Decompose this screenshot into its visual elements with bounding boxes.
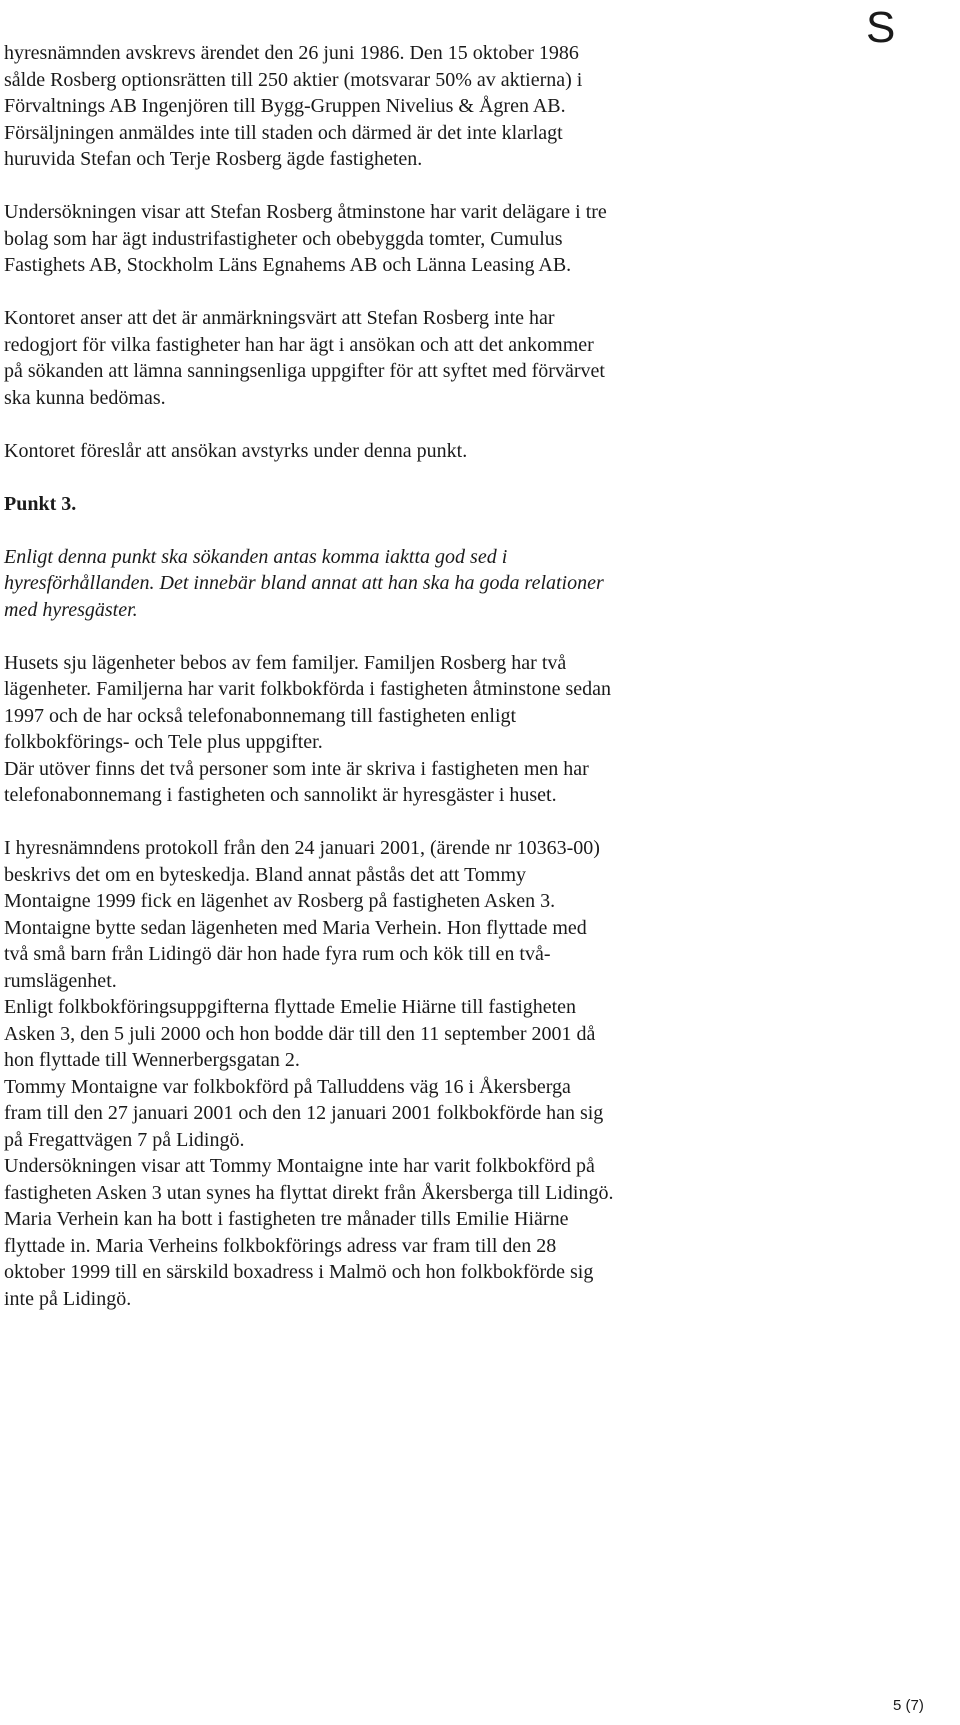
- text-line: Montaigne 1999 fick en lägenhet av Rosberg på fastigheten Asken 3.: [4, 890, 556, 912]
- paragraph: [4, 199, 844, 279]
- paragraph-gap: [4, 517, 844, 544]
- text-line: I hyresnämndens protokoll från den 24 januari 2001, (ärende nr 10363-00): [4, 837, 600, 859]
- paragraph: [4, 650, 844, 809]
- text-line: hon flyttade till Wennerbergsgatan 2.: [4, 1049, 300, 1071]
- text-line: Där utöver finns det två personer som inte är skriva i fastigheten men har: [4, 757, 589, 780]
- paragraph: [4, 40, 844, 173]
- paragraph-gap: [4, 411, 844, 438]
- text-line: Undersökningen visar att Tommy Montaigne inte har varit folkbokförd på: [4, 1155, 595, 1177]
- text-line: Tommy Montaigne var folkbokförd på Talluddens väg 16 i Åkersberga: [4, 1075, 571, 1098]
- text-line: Kontoret föreslår att ansökan avstyrks under denna punkt.: [4, 439, 468, 462]
- text-line: inte på Lidingö.: [4, 1287, 132, 1310]
- text-line: på sökanden att lämna sanningsenliga uppgifter för att syftet med förvärvet: [4, 360, 605, 382]
- text-line: folkbokförings- och Tele plus uppgifter.: [4, 731, 323, 753]
- text-line: hyresförhållanden. Det innebär bland annat att han ska ha goda relationer: [4, 572, 604, 594]
- paragraph: [4, 305, 844, 411]
- corner-mark: S: [866, 3, 896, 52]
- text-line: sålde Rosberg optionsrätten till 250 aktier (motsvarar 50% av aktierna) i: [4, 68, 583, 91]
- page-number: 5 (7): [893, 1697, 924, 1714]
- text-line: på Fregattvägen 7 på Lidingö.: [4, 1128, 245, 1151]
- paragraph: [4, 438, 844, 465]
- text-line: två små barn från Lidingö där hon hade fyra rum och kök till en två-: [4, 943, 551, 965]
- paragraph: [4, 835, 844, 1312]
- text-line: bolag som har ägt industrifastigheter och obebyggda tomter, Cumulus: [4, 227, 563, 250]
- paragraph-gap: [4, 173, 844, 200]
- text-line: telefonabonnemang i fastigheten och sannolikt är hyresgäster i huset.: [4, 784, 557, 806]
- text-line: rumslägenhet.: [4, 969, 117, 992]
- text-line: Kontoret anser att det är anmärkningsvärt att Stefan Rosberg inte har: [4, 307, 555, 329]
- text-line: fastigheten Asken 3 utan synes ha flyttat direkt från Åkersberga till Lidingö.: [4, 1181, 614, 1204]
- paragraph-gap: [4, 623, 844, 650]
- text-line: beskrivs det om en byteskedja. Bland annat påstås det att Tommy: [4, 863, 527, 886]
- text-line: med hyresgäster.: [4, 598, 138, 621]
- paragraph-gap: [4, 464, 844, 491]
- text-line: Försäljningen anmäldes inte till staden och därmed är det inte klarlagt: [4, 121, 563, 144]
- text-line: Maria Verhein kan ha bott i fastigheten tre månader tills Emilie Hiärne: [4, 1208, 569, 1230]
- text-line: Förvaltnings AB Ingenjören till Bygg-Gruppen Nivelius & Ågren AB.: [4, 95, 566, 117]
- text-line: redogjort för vilka fastigheter han har ägt i ansökan och att det ankommer: [4, 333, 594, 356]
- paragraph-gap: [4, 809, 844, 836]
- text-line: Asken 3, den 5 juli 2000 och hon bodde där till den 11 september 2001 då: [4, 1022, 596, 1045]
- text-line: Enligt denna punkt ska sökanden antas komma iaktta god sed i: [4, 545, 508, 568]
- text-line: Enligt folkbokföringsuppgifterna flyttade Emelie Hiärne till fastigheten: [4, 996, 577, 1018]
- document-body: [4, 40, 844, 1312]
- text-line: huruvida Stefan och Terje Rosberg ägde fastigheten.: [4, 148, 423, 170]
- text-line: lägenheter. Familjerna har varit folkbokförda i fastigheten åtminstone sedan: [4, 678, 612, 700]
- text-line: flyttade in. Maria Verheins folkbokförings adress var fram till den 28: [4, 1234, 557, 1257]
- text-line: Husets sju lägenheter bebos av fem familjer. Familjen Rosberg har två: [4, 651, 567, 674]
- text-line: 1997 och de har också telefonabonnemang till fastigheten enligt: [4, 704, 517, 727]
- text-line: Montaigne bytte sedan lägenheten med Maria Verhein. Hon flyttade med: [4, 916, 587, 939]
- text-line: Punkt 3.: [4, 492, 77, 515]
- text-line: hyresnämnden avskrevs ärendet den 26 juni 1986. Den 15 oktober 1986: [4, 42, 579, 64]
- section-heading: [4, 491, 844, 518]
- text-line: ska kunna bedömas.: [4, 386, 166, 409]
- text-line: Fastighets AB, Stockholm Läns Egnahems AB och Länna Leasing AB.: [4, 254, 572, 276]
- text-line: oktober 1999 till en särskild boxadress i Malmö och hon folkbokförde sig: [4, 1261, 594, 1283]
- paragraph-gap: [4, 279, 844, 306]
- text-line: fram till den 27 januari 2001 och den 12 januari 2001 folkbokförde han sig: [4, 1102, 604, 1124]
- criterion-text: [4, 544, 844, 624]
- text-line: Undersökningen visar att Stefan Rosberg åtminstone har varit delägare i tre: [4, 201, 607, 223]
